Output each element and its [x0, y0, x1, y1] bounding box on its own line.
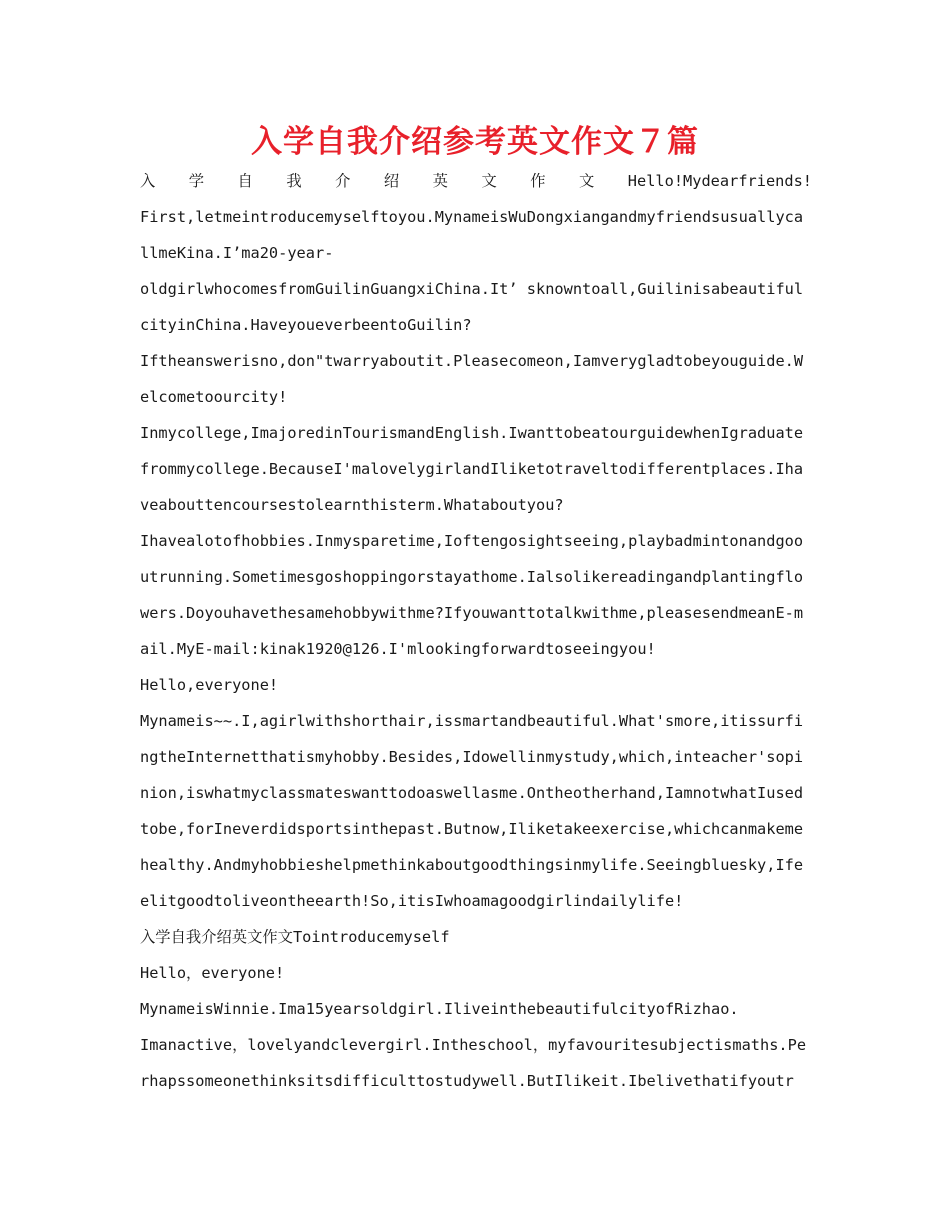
paragraph: 入学自我介绍英文作文Tointroducemyself: [140, 928, 450, 946]
paragraph: Mynameis~~.I,agirlwithshorthair,issmartandbeautiful.What'smore,itissurfingtheInternetthatismyhobby.Besides,Idowellinmystudy,which,inteacher'sopinion,iswhatmyclassmateswanttodoaswellasme.Ontheotherhand,IamnotwhatIusedtobe,forIneverdidsportsinthepast.Butnow,Iliketakeexercise,whichcanmakemehealthy.Andmyhobbieshelpmethinkaboutgoodthingsinmylife.Seeingbluesky,Ifeelitgoodtoliveontheearth!So,itisIwhoamagoodgirlindailylife!: [140, 712, 804, 910]
paragraph: Imanactive，lovelyandclevergirl.Intheschool，myfavouritesubjectismaths.Perhapssomeonethinksitsdifficulttostudywell.ButIlikeit.Ibelivethatifyoutr: [140, 1036, 807, 1090]
paragraph: MynameisWinnie.Ima15yearsoldgirl.IliveinthebeautifulcityofRizhao.: [140, 1000, 739, 1018]
paragraph: Hello，everyone!: [140, 964, 285, 982]
paragraph: Hello,everyone!: [140, 676, 279, 694]
paragraph: oldgirlwhocomesfromGuilinGuangxiChina.It’ sknowntoall,GuilinisabeautifulcityinChina.HaveyoueverbeentoGuilin?: [140, 280, 804, 334]
paragraph: Ihavealotofhobbies.Inmysparetime,Ioftengosightseeing,playbadmintonandgooutrunning.Sometimesgoshoppingorstayathome.Ialsolikereadingandplantingflowers.Doyouhavethesamehobbywithme?Ifyouwanttotalkwithme,pleasesendmeanE-mail.MyE-mail:kinak1920@126.I'mlookingforwardtoseeingyou!: [140, 532, 804, 658]
document-body: [140, 163, 812, 1099]
paragraph: Iftheanswerisno,don"twarryaboutit.Pleasecomeon,Iamverygladtobeyouguide.Welcometoourcity!: [140, 352, 804, 406]
paragraph: 入 学 自 我 介 绍 英 文 作 文 Hello!Mydearfriends!: [140, 172, 812, 190]
paragraph: Inmycollege,ImajoredinTourismandEnglish.IwanttobeatourguidewhenIgraduatefrommycollege.BecauseI'malovelygirlandIliketotraveltodifferentplaces.Ihaveabouttencoursestolearnthisterm.Whataboutyou?: [140, 424, 804, 514]
paragraph: First,letmeintroducemyselftoyou.MynameisWuDongxiangandmyfriendsusuallycallmeKina.I’ma20-year-: [140, 208, 804, 262]
document-title: 入学自我介绍参考英文作文７篇: [251, 124, 699, 160]
